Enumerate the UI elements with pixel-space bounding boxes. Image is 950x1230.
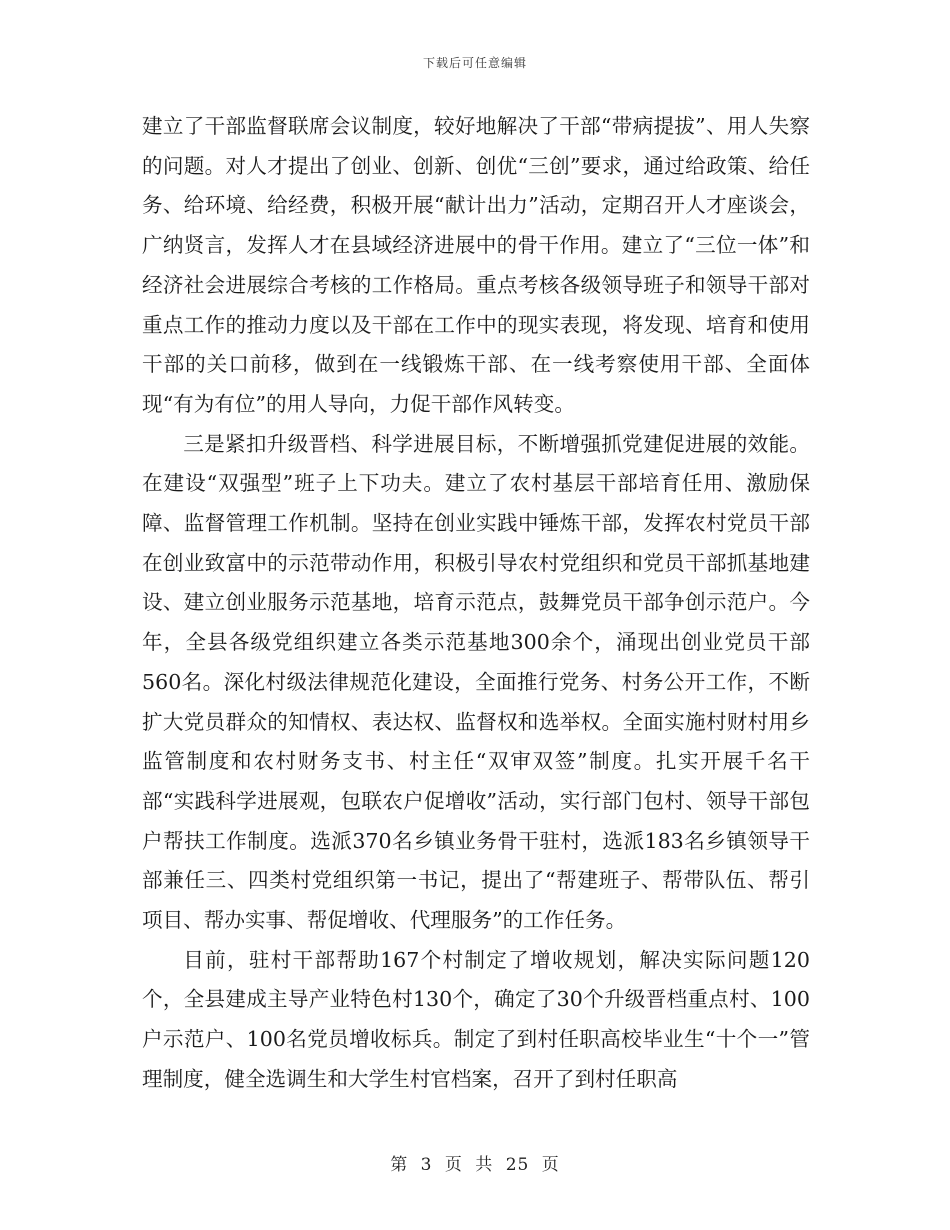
paragraph-section-three: 三是紧扣升级晋档、科学进展目标，不断增强抓党建促进展的效能。在建设“双强型”班子上下功夫。建立了农村基层干部培育任用、激励保障、监督管理工作机制。坚持在创业实践中锤炼干部，发挥农村党员干部在创业致富中的示范带动作用，积极引导农村党组织和党员干部抓基地建设、建立创业服务示范基地，培育示范点，鼓舞党员干部争创示范户。今年，全县各级党组织建立各类示范基地300余个，涌现出创业党员干部560名。深化村级法律规范化建设，全面推行党务、村务公开工作，不断扩大党员群众的知情权、表达权、监督权和选举权。全面实施村财村用乡监管制度和农村财务支书、村主任“双审双签”制度。扎实开展千名干部“实践科学进展观，包联农户促增收”活动，实行部门包村、领导干部包户帮扶工作制度。选派370名乡镇业务骨干驻村，选派183名乡镇领导干部兼任三、四类村党组织第一书记，提出了“帮建班子、帮带队伍、帮引项目、帮办实事、帮促增收、代理服务”的工作任务。 — [142, 431, 810, 933]
page-number-footer: 第 3 页 共 25 页 — [390, 1155, 560, 1175]
paragraph-continuation: 建立了干部监督联席会议制度，较好地解决了干部“带病提拔”、用人失察的问题。对人才提出了创业、创新、创优“三创”要求，通过给政策、给任务、给环境、给经费，积极开展“献计出力”活动，定期召开人才座谈会，广纳贤言，发挥人才在县域经济进展中的骨干作用。建立了“三位一体”和经济社会进展综合考核的工作格局。重点考核各级领导班子和领导干部对重点工作的推动力度以及干部在工作中的现实表现，将发现、培育和使用干部的关口前移，做到在一线锻炼干部、在一线考察使用干部、全面体现“有为有位”的用人导向，力促干部作风转变。 — [142, 114, 810, 416]
page-header: 下载后可任意编辑 — [422, 56, 527, 70]
document-body — [142, 107, 810, 1100]
paragraph-current-results: 目前，驻村干部帮助167个村制定了增收规划，解决实际问题120个，全县建成主导产业特色村130个，确定了30个升级晋档重点村、100户示范户、100名党员增收标兵。制定了到村任职高校毕业生“十个一”管理制度，健全选调生和大学生村官档案，召开了到村任职高 — [142, 947, 810, 1091]
